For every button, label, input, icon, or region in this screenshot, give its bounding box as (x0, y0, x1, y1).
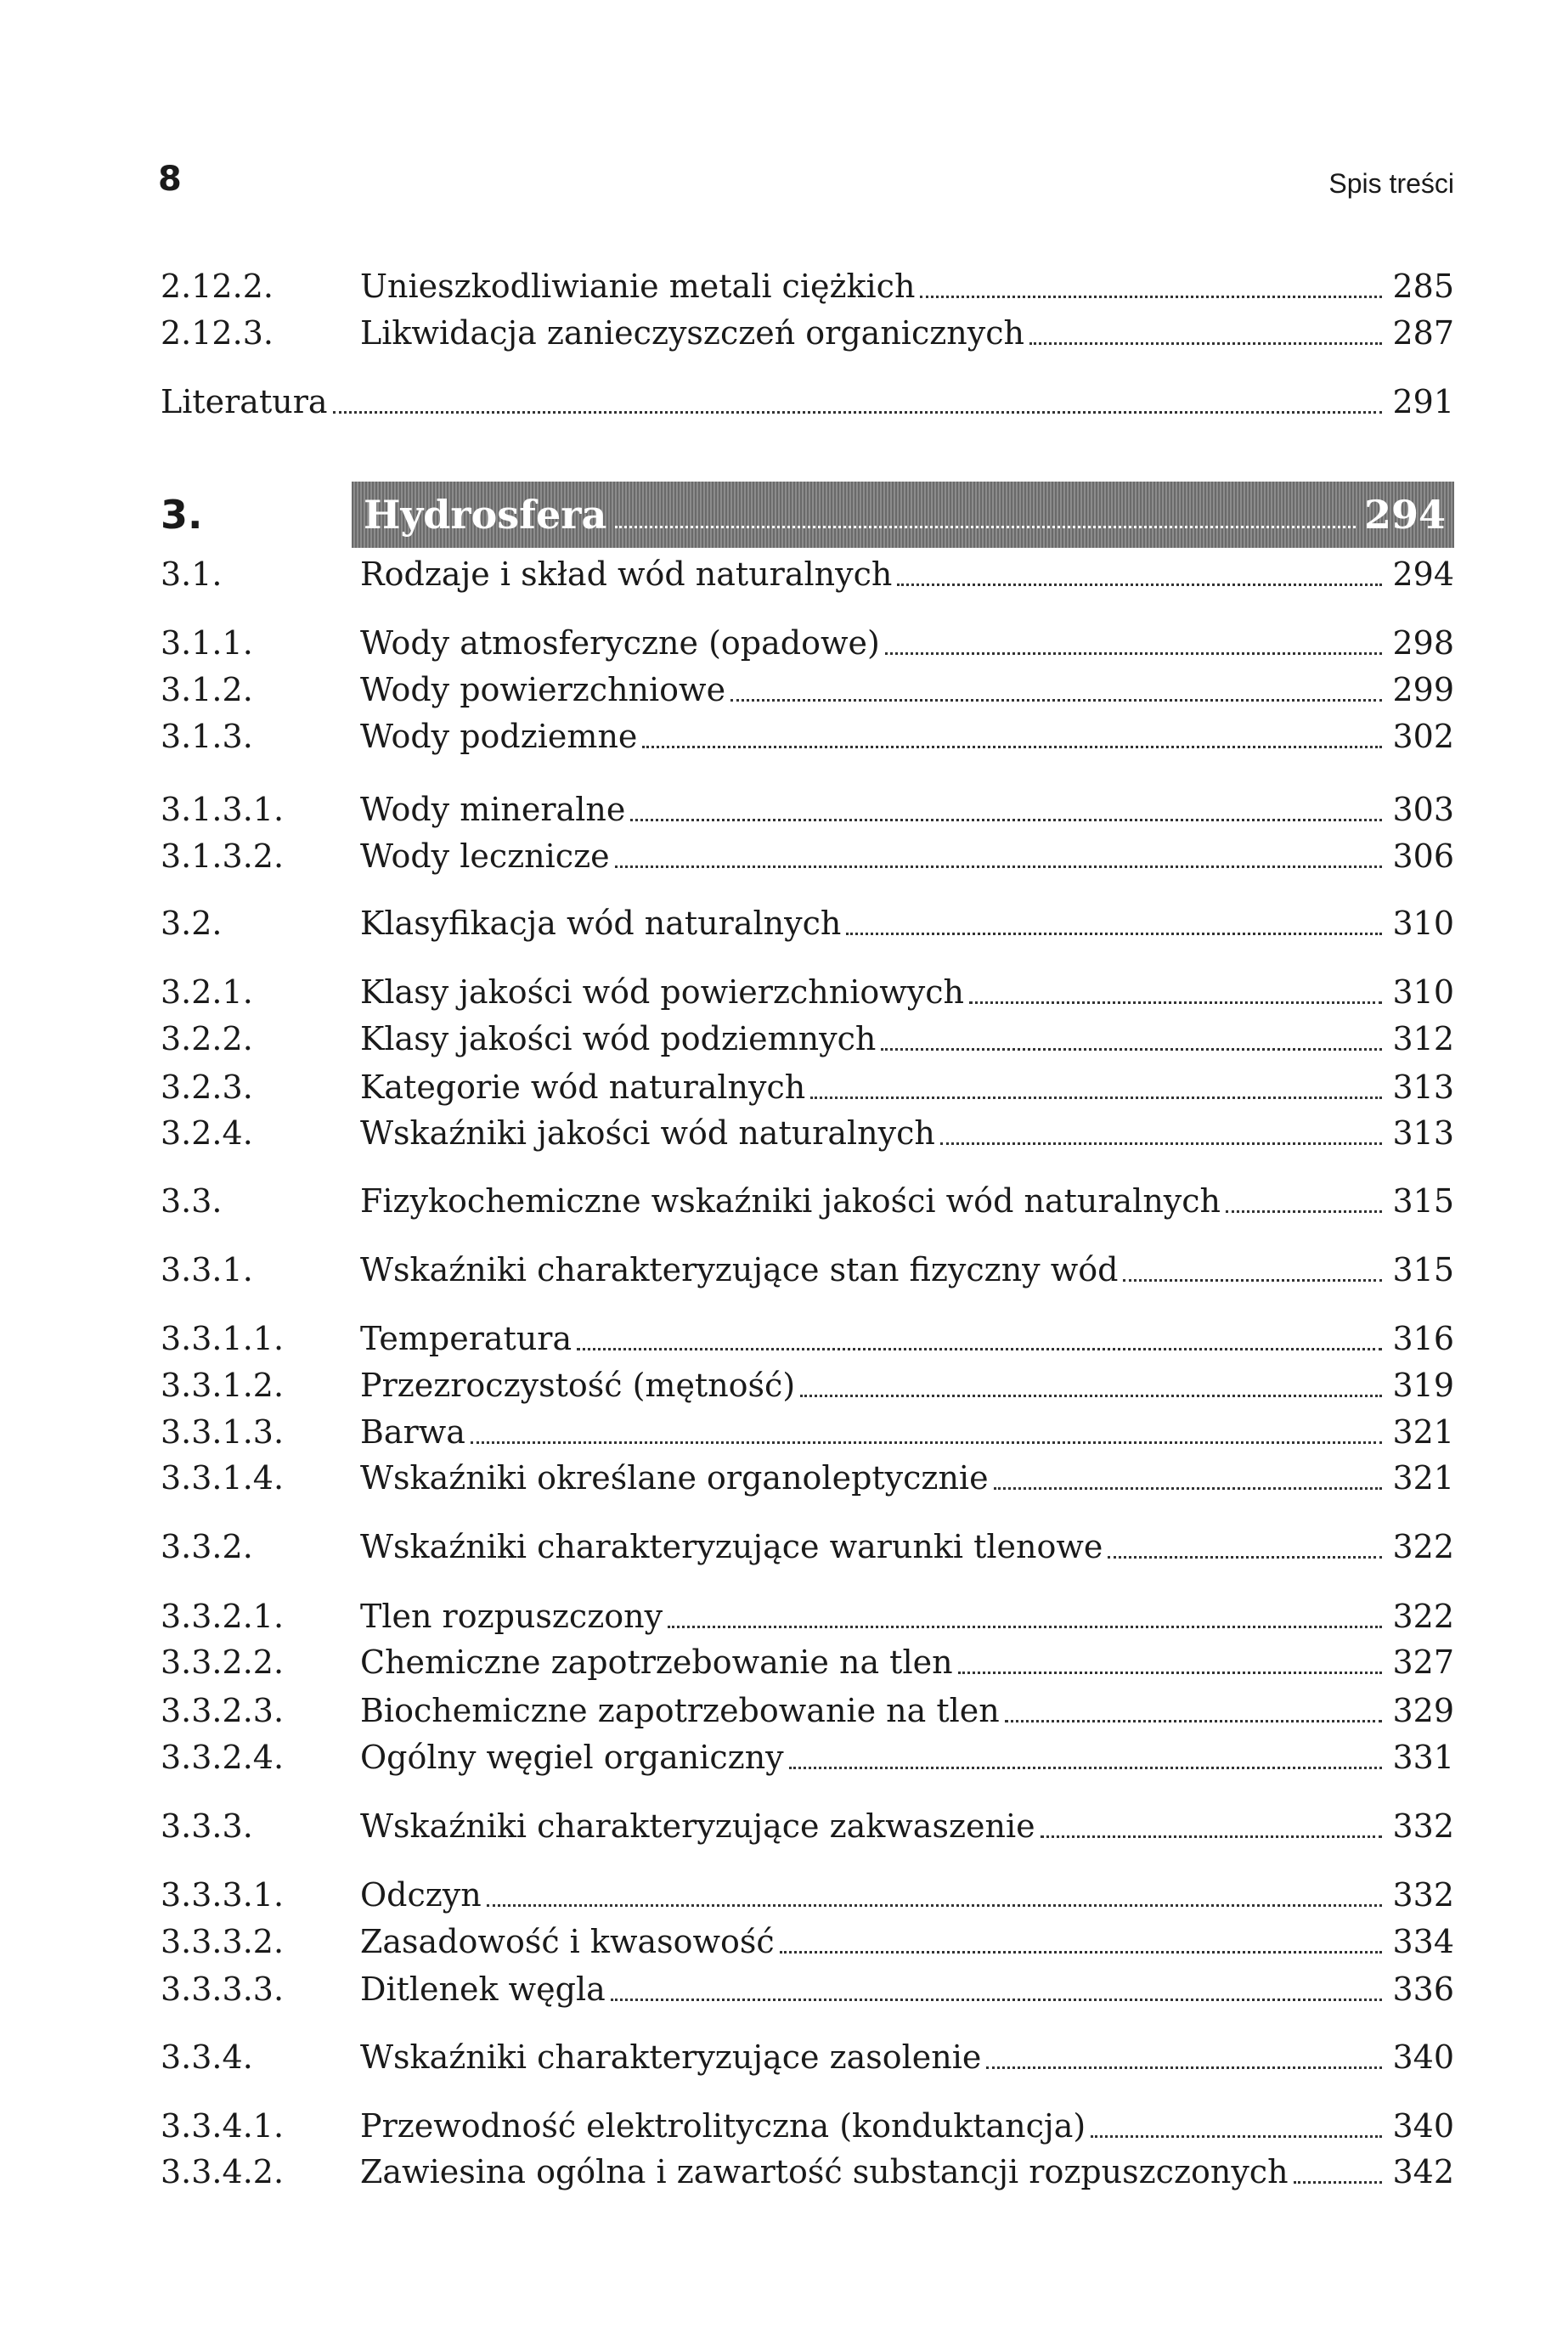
entry-title: Fizykochemiczne wskaźniki jakości wód naturalnych (360, 1182, 1221, 1220)
entry-page: 334 (1392, 1923, 1454, 1960)
entry-number: 3.3.3. (161, 1807, 253, 1845)
dot-leader (958, 1672, 1383, 1674)
dot-leader (780, 1951, 1383, 1954)
entry-title: Wskaźniki charakteryzujące stan fizyczny wód (360, 1251, 1119, 1288)
toc-entry[interactable] (161, 2102, 1454, 2150)
entry-number: 3.3.4.1. (161, 2107, 285, 2145)
entry-title: Wody lecznicze (360, 837, 610, 875)
entry-number: 3.3.3.1. (161, 1876, 285, 1914)
entry-page: 312 (1392, 1020, 1454, 1057)
entry-number: 3.3.3.2. (161, 1923, 285, 1960)
entry-title: Przezroczystość (mętność) (360, 1367, 796, 1404)
toc-entry[interactable] (161, 2148, 1454, 2196)
entry-number: 3.1.2. (161, 671, 253, 708)
entry-title: Wody podziemne (360, 718, 638, 755)
dot-leader (668, 1626, 1382, 1628)
entry-number: 3.1. (161, 555, 223, 593)
toc-entry[interactable] (161, 1109, 1454, 1157)
entry-page: 315 (1392, 1182, 1454, 1220)
entry-title: Temperatura (360, 1320, 572, 1357)
dot-leader (611, 1999, 1383, 2001)
toc-entry[interactable] (161, 2033, 1454, 2081)
dot-leader (642, 746, 1382, 748)
toc-entry[interactable] (161, 1246, 1454, 1294)
entry-title: Odczyn (360, 1876, 482, 1914)
dot-leader (1108, 1556, 1382, 1559)
toc-entry[interactable] (161, 899, 1454, 947)
entry-number: 2.12.2. (161, 268, 274, 305)
entry-title: Klasy jakości wód powierzchniowych (360, 973, 964, 1011)
chapter-title-bar (352, 482, 1454, 548)
dot-leader (577, 1348, 1382, 1350)
dot-leader (1029, 342, 1383, 345)
entry-title: Likwidacja zanieczyszczeń organicznych (360, 314, 1024, 352)
toc-entry[interactable] (161, 1408, 1454, 1456)
entry-title: Wskaźniki charakteryzujące zakwaszenie (360, 1807, 1035, 1845)
entry-page: 287 (1392, 314, 1454, 352)
entry-page: 313 (1392, 1068, 1454, 1106)
entry-title: Zawiesina ogólna i zawartość substancji rozpuszczonych (360, 2153, 1289, 2190)
dot-leader (920, 296, 1382, 298)
entry-page: 321 (1392, 1459, 1454, 1497)
dot-leader (730, 699, 1382, 702)
entry-number: 3.3.1. (161, 1251, 253, 1288)
entry-page: 313 (1392, 1114, 1454, 1152)
entry-page: 342 (1392, 2153, 1454, 2190)
chapter-number: 3. (161, 492, 203, 538)
entry-number: 3.2.3. (161, 1068, 253, 1106)
dot-leader (846, 933, 1382, 935)
running-title: Spis treści (1328, 168, 1454, 199)
toc-entry[interactable] (161, 1454, 1454, 1502)
dot-leader (615, 526, 1356, 528)
entry-title: Wskaźniki określane organoleptycznie (360, 1459, 989, 1497)
entry-page: 319 (1392, 1367, 1454, 1404)
dot-leader (1041, 1835, 1383, 1838)
entry-page: 315 (1392, 1251, 1454, 1288)
entry-number: 3.3.1.1. (161, 1320, 285, 1357)
dot-leader (969, 1001, 1382, 1004)
entry-title: Wskaźniki charakteryzujące zasolenie (360, 2038, 982, 2076)
dot-leader (986, 2066, 1382, 2069)
entry-title: Zasadowość i kwasowość (360, 1923, 775, 1960)
entry-page: 285 (1392, 268, 1454, 305)
toc-entry[interactable] (161, 309, 1454, 357)
toc-entry[interactable] (161, 1687, 1454, 1734)
dot-leader (1294, 2181, 1383, 2184)
entry-number: 3.2. (161, 905, 223, 942)
entry-title: Wody atmosferyczne (opadowe) (360, 624, 880, 662)
entry-number: 3.3.2.2. (161, 1643, 285, 1681)
dot-leader (487, 1904, 1383, 1907)
entry-number: 3.3.2.1. (161, 1598, 285, 1635)
entry-title: Klasyfikacja wód naturalnych (360, 905, 842, 942)
entry-page: 303 (1392, 791, 1454, 828)
dot-leader (810, 1097, 1382, 1099)
entry-number: 3.1.3.2. (161, 837, 285, 875)
entry-page: 331 (1392, 1739, 1454, 1776)
entry-page: 322 (1392, 1528, 1454, 1565)
entry-page: 298 (1392, 624, 1454, 662)
entry-title: Klasy jakości wód podziemnych (360, 1020, 877, 1057)
toc-entry[interactable] (161, 378, 1454, 426)
entry-page: 291 (1392, 383, 1454, 420)
entry-title: Biochemiczne zapotrzebowanie na tlen (360, 1692, 1000, 1729)
dot-leader (615, 865, 1383, 868)
chapter-title: Hydrosfera (364, 492, 607, 538)
entry-title: Przewodność elektrolityczna (konduktancja) (360, 2107, 1086, 2145)
toc-entry[interactable] (161, 1177, 1454, 1225)
entry-page: 340 (1392, 2038, 1454, 2076)
entry-number: 3.2.1. (161, 973, 253, 1011)
entry-number: 3.3.1.4. (161, 1459, 285, 1497)
entry-number: 3.3.4. (161, 2038, 253, 2076)
toc-entry[interactable] (161, 1918, 1454, 1965)
entry-title: Wskaźniki jakości wód naturalnych (360, 1114, 935, 1152)
toc-entry[interactable] (161, 713, 1454, 760)
dot-leader (885, 652, 1383, 655)
entry-number: 3.3.1.3. (161, 1413, 285, 1451)
dot-leader (1005, 1720, 1383, 1722)
dot-leader (1123, 1279, 1382, 1282)
entry-number: 3.3.2.3. (161, 1692, 285, 1729)
entry-page: 299 (1392, 671, 1454, 708)
entry-title: Wody mineralne (360, 791, 626, 828)
dot-leader (940, 1142, 1383, 1145)
entry-page: 321 (1392, 1413, 1454, 1451)
dot-leader (994, 1487, 1383, 1490)
entry-title: Ditlenek węgla (360, 1970, 606, 2008)
entry-page: 316 (1392, 1320, 1454, 1357)
toc-entry[interactable] (161, 1965, 1454, 2013)
chapter-heading[interactable] (161, 481, 1454, 549)
toc-entry[interactable] (161, 1593, 1454, 1640)
entry-number: 3.3. (161, 1182, 223, 1220)
dot-leader (630, 819, 1382, 821)
toc-entry[interactable] (161, 1523, 1454, 1570)
toc-entry[interactable] (161, 666, 1454, 713)
dot-leader (1226, 1210, 1382, 1213)
entry-title: Wskaźniki charakteryzujące warunki tlenowe (360, 1528, 1103, 1565)
entry-number: 3.3.2. (161, 1528, 253, 1565)
entry-number: 3.3.2.4. (161, 1739, 285, 1776)
entry-page: 310 (1392, 905, 1454, 942)
page-number: 8 (158, 160, 182, 199)
toc-entry[interactable] (161, 1063, 1454, 1111)
toc-entry[interactable] (161, 619, 1454, 667)
toc-entry[interactable] (161, 1871, 1454, 1919)
entry-number: 3.2.2. (161, 1020, 253, 1057)
entry-title: Kategorie wód naturalnych (360, 1068, 806, 1106)
toc-entry[interactable] (161, 1362, 1454, 1409)
dot-leader (333, 411, 1383, 414)
entry-page: 332 (1392, 1807, 1454, 1845)
dot-leader (471, 1441, 1383, 1444)
entry-title: Rodzaje i skład wód naturalnych (360, 555, 893, 593)
entry-title: Ogólny węgiel organiczny (360, 1739, 784, 1776)
entry-page: 310 (1392, 973, 1454, 1011)
entry-number: 3.2.4. (161, 1114, 253, 1152)
toc-entry[interactable] (161, 1638, 1454, 1686)
entry-number: 3.3.1.2. (161, 1367, 285, 1404)
entry-page: 294 (1392, 555, 1454, 593)
entry-title: Tlen rozpuszczony (360, 1598, 663, 1635)
entry-number: 2.12.3. (161, 314, 274, 352)
dot-leader (800, 1395, 1382, 1397)
entry-number: 3.1.3.1. (161, 791, 285, 828)
entry-number: 3.3.3.3. (161, 1970, 285, 2008)
entry-page: 327 (1392, 1643, 1454, 1681)
entry-page: 336 (1392, 1970, 1454, 2008)
toc-entry[interactable] (161, 968, 1454, 1016)
toc-entry[interactable] (161, 1315, 1454, 1362)
entry-page: 306 (1392, 837, 1454, 875)
entry-number: 3.1.1. (161, 624, 253, 662)
dot-leader (897, 584, 1382, 586)
toc-entry[interactable] (161, 1734, 1454, 1781)
entry-title: Literatura (161, 383, 328, 420)
entry-number: 3.1.3. (161, 718, 253, 755)
entry-number: 3.3.4.2. (161, 2153, 285, 2190)
entry-title: Chemiczne zapotrzebowanie na tlen (360, 1643, 953, 1681)
entry-page: 329 (1392, 1692, 1454, 1729)
entry-page: 340 (1392, 2107, 1454, 2145)
entry-page: 332 (1392, 1876, 1454, 1914)
toc-entry[interactable] (161, 832, 1454, 880)
dot-leader (789, 1767, 1383, 1769)
dot-leader (1091, 2135, 1382, 2138)
entry-page: 322 (1392, 1598, 1454, 1635)
entry-page: 302 (1392, 718, 1454, 755)
dot-leader (881, 1048, 1382, 1051)
toc-entry[interactable] (161, 1802, 1454, 1850)
toc-entry[interactable] (161, 550, 1454, 598)
entry-title: Wody powierzchniowe (360, 671, 726, 708)
toc-entry[interactable] (161, 262, 1454, 310)
toc-entry[interactable] (161, 786, 1454, 833)
entry-title: Unieszkodliwianie metali ciężkich (360, 268, 916, 305)
chapter-page: 294 (1363, 492, 1446, 538)
entry-title: Barwa (360, 1413, 465, 1451)
toc-entry[interactable] (161, 1015, 1454, 1063)
